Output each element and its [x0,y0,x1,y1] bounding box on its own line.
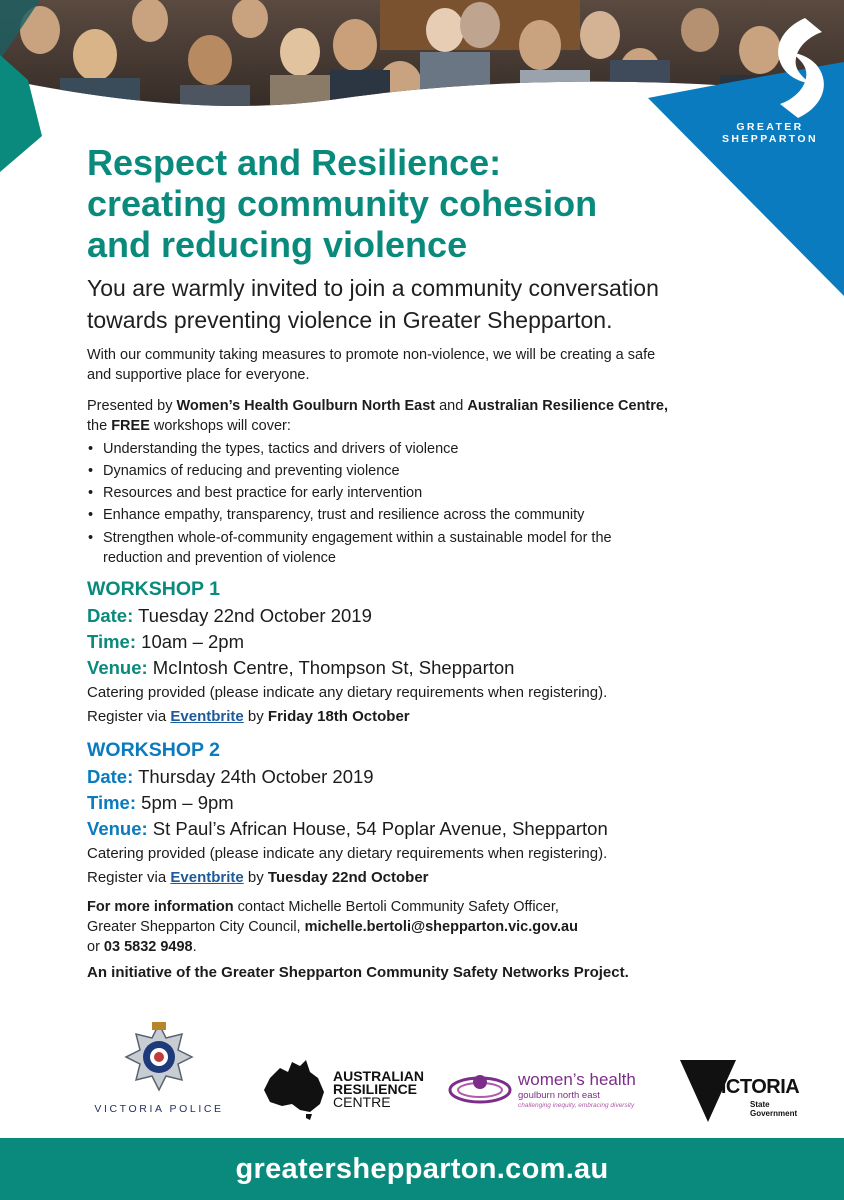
list-item: • Resources and best practice for early intervention [87,482,777,504]
list-item: • Enhance empathy, transparency, trust and resilience across the community [87,504,777,526]
victoria-police-logo [84,1022,234,1115]
brand-line2: SHEPPARTON [722,133,818,145]
intro-text [87,272,777,336]
intro-line1: You are warmly invited to join a community conversation [87,275,659,301]
venue-value: McIntosh Centre, Thompson St, Shepparton [147,657,515,678]
arc-line3: CENTRE [333,1094,391,1110]
brand-line1: GREATER [736,121,804,133]
workshop-2-section [87,737,777,890]
description-paragraph [87,345,777,385]
list-item: • Understanding the types, tactics and drivers of violence [87,438,777,460]
arc-line1: AUSTRALIAN [333,1068,424,1084]
contact-line2 [87,917,777,937]
venue-label: Venue: [87,818,148,839]
eventbrite-link[interactable]: Eventbrite [170,869,244,886]
time-label: Time: [87,631,137,652]
time-label: Time: [87,792,137,813]
register-by-text: by [243,708,268,725]
description-line2: and supportive place for everyone. [87,367,310,383]
womens-health-logo [446,1064,656,1124]
workshop-2-register [87,866,777,890]
contact-email[interactable]: michelle.bertoli@shepparton.vic.gov.au [304,919,578,935]
vic-line1: VICTORIA [708,1076,800,1098]
workshop-1-venue [87,655,777,681]
footer-bar [0,1138,844,1200]
intro-line2: towards preventing violence in Greater Shepparton. [87,307,613,333]
arc-line2: RESILIENCE [333,1081,418,1097]
workshop-2-date [87,764,777,790]
more-info-label: For more information [87,899,234,915]
vic-line2-3 [750,1100,797,1118]
eventbrite-link[interactable]: Eventbrite [170,708,244,725]
and-text: and [435,398,468,414]
workshop-1-section [87,576,777,729]
police-label: VICTORIA POLICE [94,1103,224,1115]
description-line1: With our community taking measures to promote non-violence, we will be creating a safe [87,347,656,363]
workshops-cover-text: workshops will cover: [149,418,291,434]
time-value: 5pm – 9pm [136,792,234,813]
contact-person: contact Michelle Bertoli Community Safety Officer, [233,899,559,915]
list-item-line2: reduction and prevention of violence [103,550,336,566]
time-value: 10am – 2pm [136,631,244,652]
register-text: Register via [87,869,171,886]
arc-text [333,1070,424,1109]
workshop-1-register [87,705,777,729]
venue-value: St Paul’s African House, 54 Poplar Avenue, Shepparton [147,818,608,839]
womens-health-swirl-icon [446,1064,516,1114]
victoria-state-government-logo [678,1058,798,1128]
free-text: FREE [111,418,150,434]
date-value: Thursday 24th October 2019 [133,766,374,787]
list-item: • Dynamics of reducing and preventing violence [87,460,777,482]
list-item [87,528,777,568]
presenters-line2 [87,416,777,436]
workshop-1-time [87,629,777,655]
presenters-paragraph [87,396,777,568]
register-deadline: Tuesday 22nd October [267,869,429,886]
contact-line3 [87,937,777,957]
period-text: . [192,939,197,955]
the-text: the [87,418,112,434]
wh-line2: goulburn north east [518,1090,600,1101]
date-label: Date: [87,766,134,787]
contact-line1 [87,897,777,917]
org-resilience-centre: Australian Resilience Centre, [467,398,669,414]
title-line3: and reducing violence [87,224,468,265]
date-label: Date: [87,605,134,626]
venue-label: Venue: [87,657,148,678]
contact-org: Greater Shepparton City Council, [87,919,305,935]
register-deadline: Friday 18th October [267,708,410,725]
police-badge-icon [124,1022,194,1092]
topics-list [87,438,777,568]
australia-map-icon [262,1058,328,1120]
register-by-text: by [243,869,268,886]
register-text: Register via [87,708,171,725]
contact-info [87,897,777,957]
initiative-statement: An initiative of the Greater Shepparton Community Safety Networks Project. [87,964,629,981]
presenters-line1 [87,396,777,416]
workshop-2-venue [87,816,777,842]
workshop-1-catering: Catering provided (please indicate any dietary requirements when registering). [87,684,608,701]
vic-line3: Government [750,1109,798,1118]
contact-phone[interactable]: 03 5832 9498 [103,939,193,955]
australian-resilience-centre-logo [262,1058,424,1125]
date-value: Tuesday 22nd October 2019 [133,605,372,626]
wh-line1: women’s health [518,1070,636,1089]
page-title [87,142,777,265]
title-line1: Respect and Resilience: [87,142,502,183]
website-link[interactable]: greatershepparton.com.au [235,1152,609,1185]
presented-by-text: Presented by [87,398,177,414]
workshop-1-heading: WORKSHOP 1 [87,578,220,600]
workshop-2-catering: Catering provided (please indicate any dietary requirements when registering). [87,845,608,862]
workshop-2-time [87,790,777,816]
vic-line2: State [750,1100,770,1109]
org-womens-health: Women’s Health Goulburn North East [176,398,436,414]
list-item-line1: • Strengthen whole-of-community engagement within a sustainable model for the [103,530,612,546]
or-text: or [87,939,104,955]
workshop-1-date [87,603,777,629]
workshop-2-heading: WORKSHOP 2 [87,739,220,761]
wh-line3: challenging inequity, embracing diversity [518,1102,635,1109]
title-line2: creating community cohesion [87,183,598,224]
